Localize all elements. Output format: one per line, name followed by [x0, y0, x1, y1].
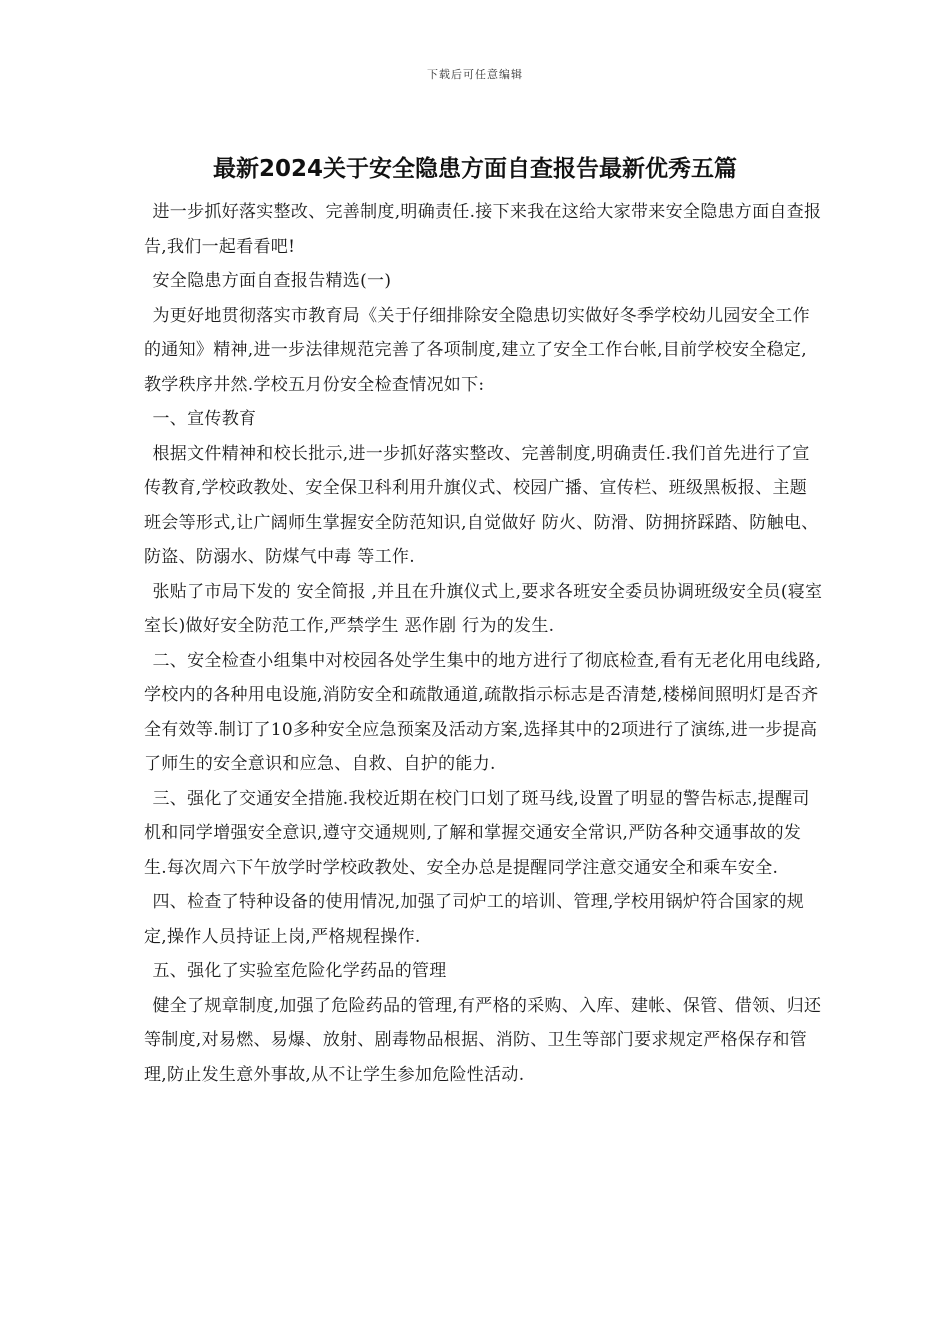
paragraph-inspection: 二、安全检查小组集中对校园各处学生集中的地方进行了彻底检查,看有无老化用电线路,学校内的各种用电设施,消防安全和疏散通道,疏散指示标志是否清楚,楼梯间照明灯是否齐全有效等.制订了10多种安全应急预案及活动方案,选择其中的2项进行了演练,进一步提高了师生的安全意识和应急、自救、自护的能力. — [144, 650, 822, 774]
page-title: 最新2024关于安全隐患方面自查报告最新优秀五篇 — [212, 156, 737, 182]
paragraph-background: 为更好地贯彻落实市教育局《关于仔细排除安全隐患切实做好冬季学校幼儿园安全工作的通知》精神,进一步法律规范完善了各项制度,建立了安全工作台帐,目前学校安全稳定,教学秩序井然.学校五月份安全检查情况如下: — [144, 305, 810, 395]
section-heading-publicity: 一、宣传教育 — [152, 409, 257, 429]
paragraph-publicity: 根据文件精神和校长批示,进一步抓好落实整改、完善制度,明确责任.我们首先进行了宣传教育,学校政教处、安全保卫科利用升旗仪式、校园广播、宣传栏、班级黑板报、主题班会等形式,让广阔师生掌握安全防范知识,自觉做好 防火、防滑、防拥挤踩踏、防触电、防盗、防溺水、防煤气中毒 等工作. — [144, 443, 819, 567]
paragraph-traffic: 三、强化了交通安全措施.我校近期在校门口划了斑马线,设置了明显的警告标志,提醒司机和同学增强安全意识,遵守交通规则,了解和掌握交通安全常识,严防各种交通事故的发生.每次周六下午放学时学校政教处、安全办总是提醒同学注意交通安全和乘车安全. — [144, 788, 810, 878]
paragraph-lab: 健全了规章制度,加强了危险药品的管理,有严格的采购、入库、建帐、保管、借领、归还等制度,对易燃、易爆、放射、剧毒物品根据、消防、卫生等部门要求规定严格保存和管理,防止发生意外事故,从不让学生参加危险性活动. — [144, 995, 822, 1085]
paragraph-equipment: 四、检查了特种设备的使用情况,加强了司炉工的培训、管理,学校用锅炉符合国家的规定,操作人员持证上岗,严格规程操作. — [144, 892, 805, 947]
section-heading-lab: 五、强化了实验室危险化学药品的管理 — [152, 961, 447, 981]
header-note: 下载后可任意编辑 — [427, 68, 523, 81]
document-body — [144, 195, 824, 1092]
section-heading-report-1: 安全隐患方面自查报告精选(一) — [152, 271, 392, 291]
paragraph-intro: 进一步抓好落实整改、完善制度,明确责任.接下来我在这给大家带来安全隐患方面自查报告,我们一起看看吧! — [144, 202, 822, 257]
paragraph-bulletin: 张贴了市局下发的 安全简报 ,并且在升旗仪式上,要求各班安全委员协调班级安全员(寝室室长)做好安全防范工作,严禁学生 恶作剧 行为的发生. — [144, 581, 823, 636]
